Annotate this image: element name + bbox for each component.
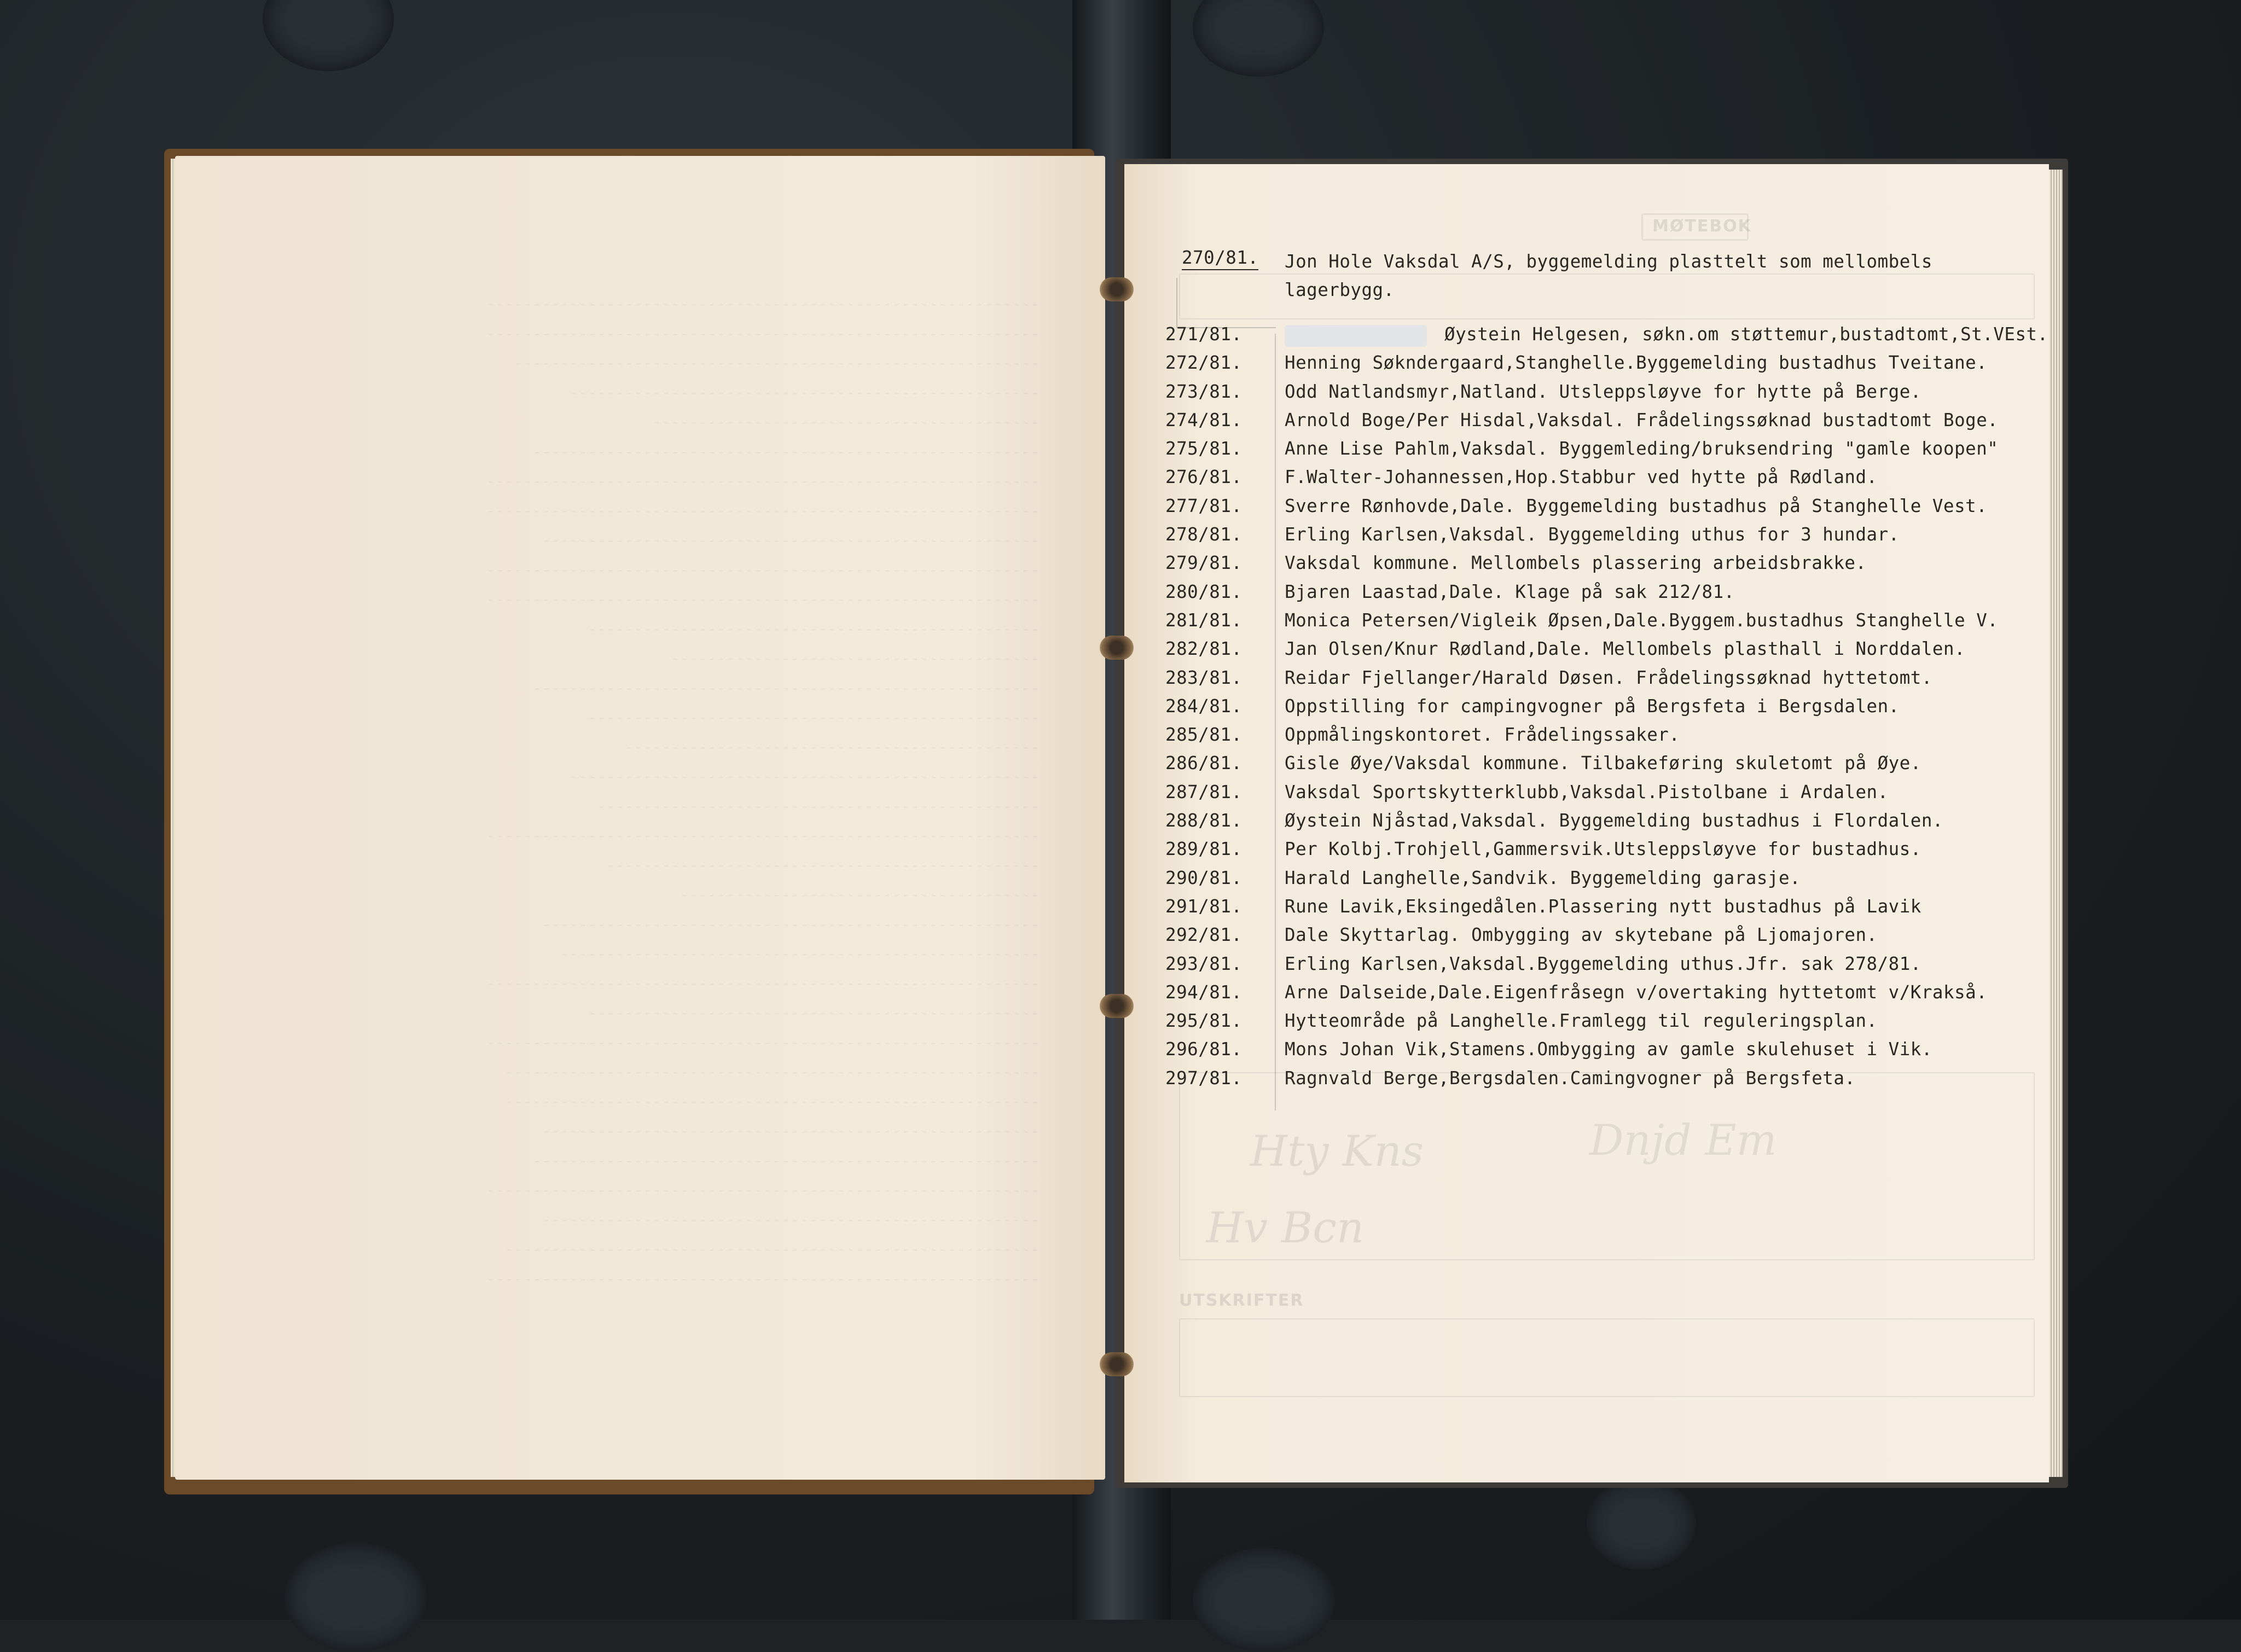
entry-number: 277/81.: [1165, 495, 1243, 516]
entry-text: Arnold Boge/Per Hisdal,Vaksdal. Frådelingssøknad bustadtomt Boge.: [1285, 409, 1999, 431]
ledger-entry: [1165, 667, 2041, 696]
entry-text: Jan Olsen/Knur Rødland,Dale. Mellombels plasthall i Norddalen.: [1285, 638, 1966, 660]
entry-number: 289/81.: [1165, 839, 1243, 860]
entry-text: Ragnvald Berge,Bergsdalen.Camingvogner på Bergsfeta.: [1285, 1067, 1856, 1089]
faint-form-field: [1179, 1318, 2035, 1397]
entry-number: 272/81.: [1165, 352, 1243, 374]
ledger-entry: [1165, 610, 2041, 638]
entry-number: 290/81.: [1165, 867, 1243, 888]
entry-text: Monica Petersen/Vigleik Øpsen,Dale.Byggem.bustadhus Stanghelle V.: [1285, 609, 1999, 631]
entry-number: 296/81.: [1165, 1039, 1243, 1060]
entry-text: Rune Lavik,Eksingedålen.Plassering nytt bustadhus på Lavik: [1285, 895, 1921, 917]
ledger-entry: [1165, 638, 2041, 667]
ledger-entry: [1165, 467, 2041, 495]
entry-text: Oppstilling for campingvogner på Bergsfeta i Bergsdalen.: [1285, 695, 1900, 717]
ledger-entry: [1165, 381, 2041, 410]
ledger-entries: [1165, 247, 2048, 1096]
entry-text: Hytteområde på Langhelle.Framlegg til reguleringsplan.: [1285, 1010, 1878, 1032]
entry-text: [1285, 247, 2018, 304]
faint-signature: Hv Bcn: [1206, 1203, 1365, 1253]
entry-text: Anne Lise Pahlm,Vaksdal. Byggemleding/bruksendring "gamle koopen": [1285, 438, 1999, 459]
binder-hole: [1100, 1352, 1134, 1376]
ledger-entry: [1165, 982, 2041, 1010]
entry-text: Erling Karlsen,Vaksdal.Byggemelding uthus.Jfr. sak 278/81.: [1285, 953, 1921, 974]
entry-number: 279/81.: [1165, 552, 1243, 574]
left-page: [175, 156, 1105, 1480]
entry-number: 276/81.: [1165, 467, 1243, 488]
entry-text: Øystein Njåstad,Vaksdal. Byggemelding bustadhus i Flordalen.: [1285, 810, 1943, 831]
ledger-entry: [1165, 782, 2041, 810]
entry-text: Vaksdal Sportskytterklubb,Vaksdal.Pistolbane i Ardalen.: [1285, 781, 1889, 802]
entry-number: 283/81.: [1165, 667, 1243, 688]
entry-text: Erling Karlsen,Vaksdal. Byggemelding uthus for 3 hundar.: [1285, 524, 1900, 545]
entry-text: Oppmålingskontoret. Frådelingssaker.: [1285, 724, 1680, 746]
ledger-entry: [1165, 552, 2041, 581]
ledger-entry: [1165, 324, 2048, 352]
show-through-text: ------------------------------------------------------------ ------------------------------------------------------------ --------------------------------------------------------- --------------------------------------------------- ------------------------------------------ ------------------------------------------------------- ------------------------------------------------------------ ------------------------------------------------------------ ------------------------------------------------------ ------------------------------------------------------------ ------------------------------------------------------------ ------------------------------------------------- ---------------------------------------- ------------------------------------------------------- ------------------------------------------------- --------------------------------------------- --------------------------------------------------- ------------------------------------------------ ------------------------------------------------------------ ----------------------------------------------- --------------------------------------- ------------------------------------------------------ ---------------------------------------------------- ------------------------------------------------------------ ------------------------------------------------- ------------------------------------------------------------ ---------------------------------------------------------- ---------------------------------------------------------- ------------------------------------------------------ ------------------------------------------------------- ------------------------------------------------------------ ------------------------------------------------------ ---------------------------------------------------------- ------------------------------------------------------------: [486, 295, 1040, 1288]
ledger-entry: [1165, 524, 2041, 552]
ledger-entry: [1165, 581, 2041, 610]
entry-number: 275/81.: [1165, 438, 1243, 459]
entry-number: 285/81.: [1165, 724, 1243, 746]
entry-text: Gisle Øye/Vaksdal kommune. Tilbakeføring skuletomt på Øye.: [1285, 753, 1921, 774]
entry-number: 291/81.: [1165, 895, 1243, 917]
entry-text: Henning Søkndergaard,Stanghelle.Byggemelding bustadhus Tveitane.: [1285, 352, 1988, 374]
backdrop-ring: [1193, 1548, 1335, 1652]
entry-text: Øystein Helgesen, søkn.om støttemur,bustadtomt,St.VEst.: [1444, 324, 2048, 345]
binder-hole: [1100, 994, 1134, 1018]
entry-number: 293/81.: [1165, 953, 1243, 974]
entry-number: 273/81.: [1165, 381, 1243, 402]
ledger-entry: [1165, 496, 2041, 524]
ledger-entry: [1165, 896, 2041, 924]
ledger-entry: [1165, 1010, 2041, 1039]
entry-text: Vaksdal kommune. Mellombels plassering arbeidsbrakke.: [1285, 552, 1867, 574]
entry-number: 284/81.: [1165, 695, 1243, 717]
entry-text: Bjaren Laastad,Dale. Klage på sak 212/81.: [1285, 581, 1735, 602]
faint-form-label: UTSKRIFTER: [1179, 1291, 1304, 1310]
entry-number: 286/81.: [1165, 753, 1243, 774]
faint-signature: Dnjd Em: [1589, 1116, 1777, 1165]
redaction-mark: [1285, 325, 1427, 347]
entry-list: [1165, 352, 2041, 1096]
entry-text: Odd Natlandsmyr,Natland. Utsleppsløyve for hytte på Berge.: [1285, 381, 1921, 402]
entry-text: Harald Langhelle,Sandvik. Byggemelding garasje.: [1285, 867, 1801, 888]
entry-number: 281/81.: [1165, 609, 1243, 631]
ledger-entry: [1165, 1068, 2041, 1096]
faint-signature: Hty Kns: [1250, 1127, 1424, 1176]
entry-number: 292/81.: [1165, 924, 1243, 946]
ledger-entry: [1165, 953, 2041, 982]
ledger-entry: [1165, 247, 2041, 324]
ledger-entry: [1165, 753, 2041, 781]
backdrop-ring: [285, 1543, 427, 1652]
entry-number: 270/81.: [1182, 247, 1258, 270]
backdrop-ring: [1587, 1477, 1696, 1570]
entry-number: 271/81.: [1165, 324, 1243, 345]
entry-text: Arne Dalseide,Dale.Eigenfråsegn v/overtaking hyttetomt v/Krakså.: [1285, 981, 1988, 1003]
ledger-entry: [1165, 352, 2041, 381]
entry-number: 282/81.: [1165, 638, 1243, 660]
binder-hole: [1100, 636, 1134, 660]
entry-number: 294/81.: [1165, 981, 1243, 1003]
entry-number: 278/81.: [1165, 524, 1243, 545]
ledger-entry: [1165, 696, 2041, 724]
ledger-entry: [1165, 810, 2041, 839]
faint-form-heading: MØTEBOK: [1652, 217, 1752, 236]
entry-number: 295/81.: [1165, 1010, 1243, 1032]
entry-text: Per Kolbj.Trohjell,Gammersvik.Utsleppsløyve for bustadhus.: [1285, 839, 1921, 860]
ledger-entry: [1165, 924, 2041, 953]
entry-text: Dale Skyttarlag. Ombygging av skytebane på Ljomajoren.: [1285, 924, 1878, 946]
ledger-entry: [1165, 438, 2041, 467]
ledger-entry: [1165, 839, 2041, 867]
ledger-entry: [1165, 724, 2041, 753]
entry-number: 280/81.: [1165, 581, 1243, 602]
entry-number: 297/81.: [1165, 1067, 1243, 1089]
entry-text: Mons Johan Vik,Stamens.Ombygging av gamle skulehuset i Vik.: [1285, 1039, 1932, 1060]
entry-number: 287/81.: [1165, 781, 1243, 802]
entry-text-line: lagerbygg.: [1285, 280, 1395, 300]
ledger-entry: [1165, 1039, 2041, 1067]
ledger-entry: [1165, 868, 2041, 896]
entry-text: Sverre Rønhovde,Dale. Byggemelding bustadhus på Stanghelle Vest.: [1285, 495, 1988, 516]
entry-number: 274/81.: [1165, 409, 1243, 431]
binder-hole: [1100, 277, 1134, 301]
entry-text: Reidar Fjellanger/Harald Døsen. Frådelingssøknad hyttetomt.: [1285, 667, 1932, 688]
ledger-entry: [1165, 410, 2041, 438]
entry-text-line: Jon Hole Vaksdal A/S, byggemelding plasttelt som mellombels: [1285, 251, 1932, 272]
entry-text: F.Walter-Johannessen,Hop.Stabbur ved hytte på Rødland.: [1285, 467, 1878, 488]
entry-number: 288/81.: [1165, 810, 1243, 831]
